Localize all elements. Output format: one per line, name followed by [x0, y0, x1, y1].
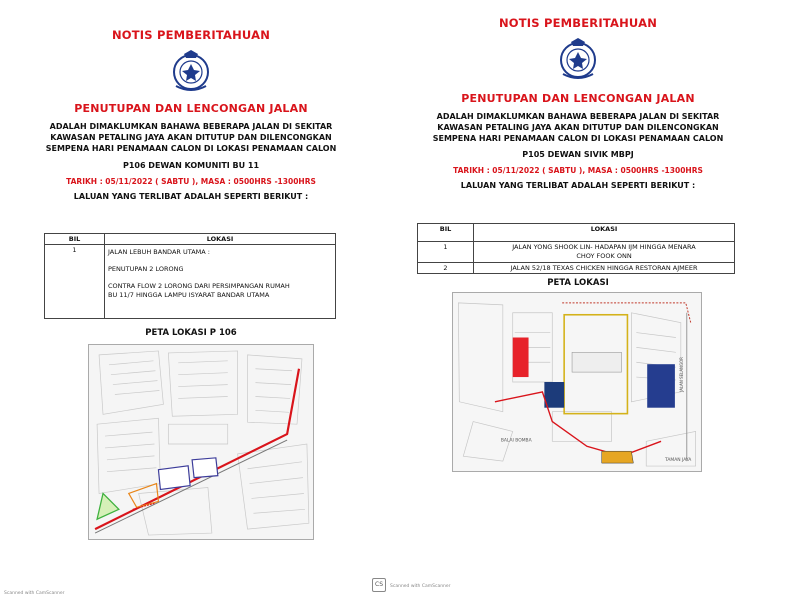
map-title: PETA LOKASI — [547, 278, 609, 288]
map-label-balai-bomba: BALAI BOMBA — [500, 438, 532, 444]
map-label-jalan-selangor: JALAN SELANGOR — [678, 357, 684, 392]
routes-title: LALUAN YANG TERLIBAT ADALAH SEPERTI BERIKUT : — [460, 181, 696, 190]
camscanner-logo-icon: CS — [372, 578, 386, 592]
lokasi-line: CONTRA FLOW 2 LORONG DARI PERSIMPANGAN RUMAH — [108, 282, 290, 290]
date-line: TARIKH : 05/11/2022 ( SABTU ), MASA : 0500HRS -1300HRS — [66, 177, 316, 186]
map-p106 — [88, 344, 314, 540]
map-red-block — [513, 338, 529, 378]
row-bil: 1 — [418, 242, 474, 263]
route-table-p106 — [44, 233, 336, 319]
table-header — [418, 224, 735, 242]
notice-p106 — [32, 0, 350, 202]
intro-line: KAWASAN PETALING JAYA AKAN DITUTUP DAN DILENCONGKAN — [50, 133, 332, 142]
notice-intro — [32, 121, 350, 154]
intro-line: SEMPENA HARI PENAMAAN CALON DI LOKASI PENAMAAN CALON — [45, 144, 337, 153]
lokasi-line: JALAN YONG SHOOK LIN- HADAPAN IJM HINGGA MENARA — [512, 243, 696, 251]
notice-intro — [410, 111, 746, 144]
row-bil: 2 — [418, 263, 474, 274]
table-row — [45, 245, 336, 319]
scanner-footer-center: Scanned with CamScanner — [390, 584, 451, 589]
venue: P106 DEWAN KOMUNITI BU 11 — [122, 161, 260, 170]
intro-line: ADALAH DIMAKLUMKAN BAHAWA BEBERAPA JALAN DI SEKITAR — [49, 122, 333, 131]
notice-heading: PENUTUPAN DAN LENCONGAN JALAN — [74, 102, 308, 115]
col-lokasi: LOKASI — [474, 224, 735, 242]
intro-line: SEMPENA HARI PENAMAAN CALON DI LOKASI PENAMAAN CALON — [432, 134, 724, 143]
notice-title: NOTIS PEMBERITAHUAN — [111, 28, 271, 42]
routes-title: LALUAN YANG TERLIBAT ADALAH SEPERTI BERIKUT : — [73, 192, 309, 201]
table-row — [418, 263, 735, 274]
map-title: PETA LOKASI P 106 — [145, 328, 237, 338]
notice-heading: PENUTUPAN DAN LENCONGAN JALAN — [461, 92, 695, 105]
venue: P105 DEWAN SIVIK MBPJ — [522, 150, 634, 159]
col-lokasi: LOKASI — [105, 234, 336, 245]
row-bil: 1 — [45, 245, 105, 319]
row-lokasi — [474, 263, 735, 274]
table-header — [45, 234, 336, 245]
lokasi-line: JALAN LEBUH BANDAR UTAMA : — [108, 248, 210, 256]
intro-line: KAWASAN PETALING JAYA AKAN DITUTUP DAN DILENCONGKAN — [437, 123, 719, 132]
col-bil: BIL — [418, 224, 474, 242]
lokasi-line: CHOY FOOK ONN — [576, 252, 632, 260]
table-row — [418, 242, 735, 263]
intro-line: ADALAH DIMAKLUMKAN BAHAWA BEBERAPA JALAN DI SEKITAR — [436, 112, 720, 121]
date-line: TARIKH : 05/11/2022 ( SABTU ), MASA : 0500HRS -1300HRS — [453, 166, 703, 175]
notice-p105 — [410, 0, 746, 191]
scanner-footer-left: Scanned with CamScanner — [4, 591, 65, 596]
lokasi-line: BU 11/7 HINGGA LAMPU ISYARAT BANDAR UTAMA — [108, 291, 270, 299]
lokasi-line: PENUTUPAN 2 LORONG — [108, 265, 184, 273]
route-table-p105 — [417, 223, 735, 274]
police-crest-icon — [168, 48, 214, 94]
map-label-taman-jaya: TAMAN JAYA — [665, 458, 692, 464]
col-bil: BIL — [45, 234, 105, 245]
row-lokasi — [474, 242, 735, 263]
row-lokasi — [105, 245, 336, 319]
notice-title: NOTIS PEMBERITAHUAN — [498, 16, 658, 30]
police-crest-icon — [555, 36, 601, 82]
map-p105 — [452, 292, 702, 472]
lokasi-line: JALAN 52/18 TEXAS CHICKEN HINGGA RESTORAN AJMEER — [510, 264, 698, 272]
